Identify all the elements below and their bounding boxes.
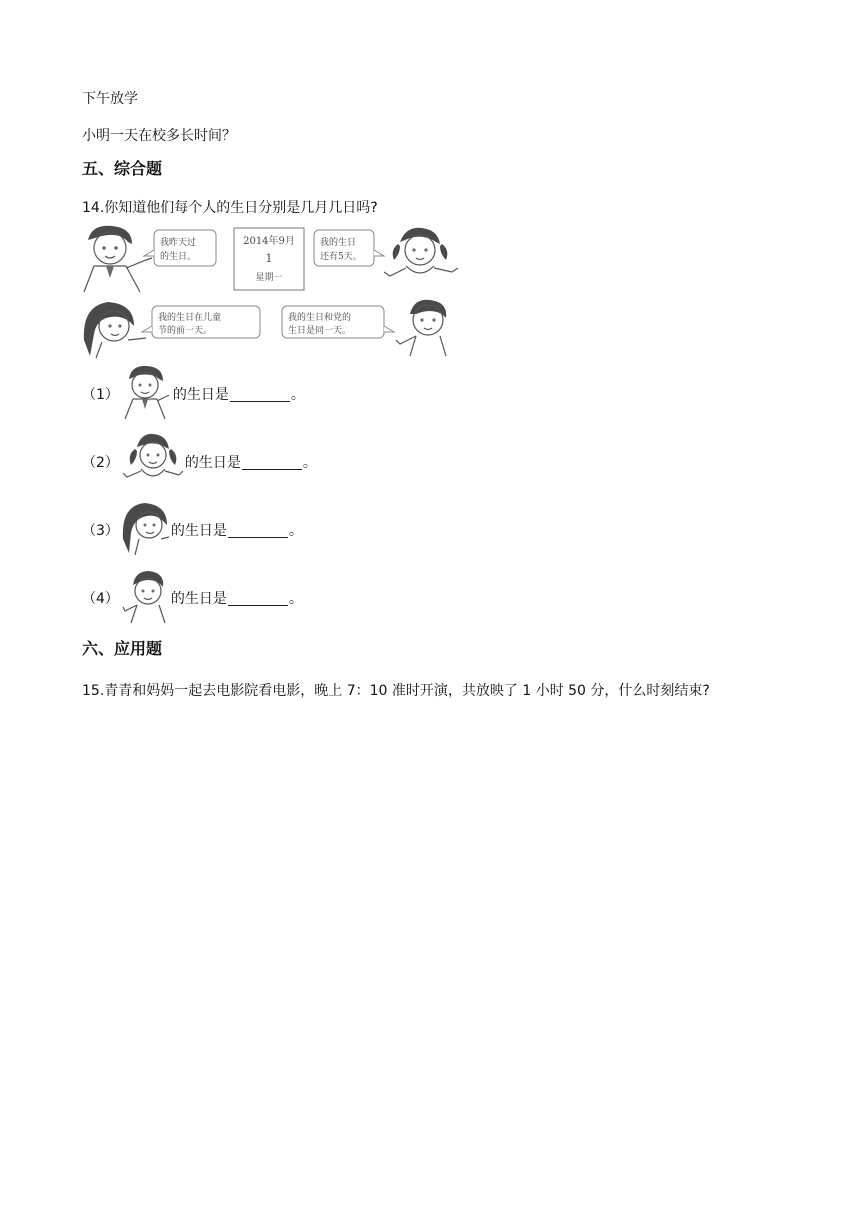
svg-text:节的前一天。: 节的前一天。 (158, 326, 213, 336)
boy-2-figure (396, 300, 446, 356)
line-afternoon-dismissal: 下午放学 (82, 91, 138, 107)
section-6-heading: 六、应用题 (82, 639, 163, 658)
period: 。 (290, 387, 305, 403)
svg-text:我的生日和党的: 我的生日和党的 (288, 313, 352, 323)
boy-1-figure (84, 226, 152, 292)
girl-2-figure (84, 302, 146, 358)
q14-item-2 (82, 432, 317, 492)
svg-text:我的生日: 我的生日 (320, 238, 357, 248)
item-number: （3） (82, 523, 119, 539)
birthday-label: 的生日是 (184, 455, 241, 471)
svg-text:还有5天。: 还有5天。 (320, 252, 362, 262)
boy-2-speech-bubble (282, 306, 394, 338)
section-5-heading: 五、综合题 (82, 159, 163, 178)
line-question-time-at-school: 小明一天在校多长时间？ (82, 128, 236, 144)
svg-text:我的生日在儿童: 我的生日在儿童 (158, 313, 222, 323)
girl-1-figure (384, 228, 458, 276)
q14-item-3 (82, 500, 303, 560)
birthday-label: 的生日是 (172, 387, 229, 403)
q14-item-4 (82, 568, 303, 628)
boy-2-avatar (121, 567, 171, 629)
answer-blank[interactable] (228, 523, 288, 538)
svg-text:2014年9月: 2014年9月 (243, 236, 295, 247)
boy-1-speech-bubble (144, 230, 216, 266)
birthday-label: 的生日是 (170, 591, 227, 607)
birthday-label: 的生日是 (170, 523, 227, 539)
calendar-page (234, 228, 304, 290)
answer-blank[interactable] (228, 591, 288, 606)
period: 。 (302, 455, 317, 471)
girl-2-speech-bubble (142, 306, 260, 338)
boy-1-avatar (121, 363, 173, 425)
item-number: （2） (82, 455, 119, 471)
birthday-illustration (80, 222, 460, 362)
q15-prompt: 15.青青和妈妈一起去电影院看电影，晚上 7：10 准时开演，共放映了 1 小时 50 分，什么时刻结束? (82, 683, 710, 699)
svg-text:的生日。: 的生日。 (160, 252, 197, 262)
answer-blank[interactable] (242, 455, 302, 470)
item-number: （4） (82, 591, 119, 607)
q14-prompt: 14.你知道他们每个人的生日分别是几月几日吗? (82, 200, 378, 216)
period: 。 (288, 523, 303, 539)
girl-1-avatar (121, 431, 185, 493)
item-number: （1） (82, 387, 119, 403)
svg-text:我昨天过: 我昨天过 (160, 238, 197, 248)
svg-text:星期一: 星期一 (255, 273, 283, 283)
girl-2-avatar (121, 499, 171, 561)
period: 。 (288, 591, 303, 607)
svg-text:生日是同一天。: 生日是同一天。 (288, 326, 352, 336)
svg-text:1: 1 (265, 252, 273, 265)
girl-1-speech-bubble (314, 230, 384, 266)
answer-blank[interactable] (230, 387, 290, 402)
q14-item-1 (82, 364, 305, 424)
